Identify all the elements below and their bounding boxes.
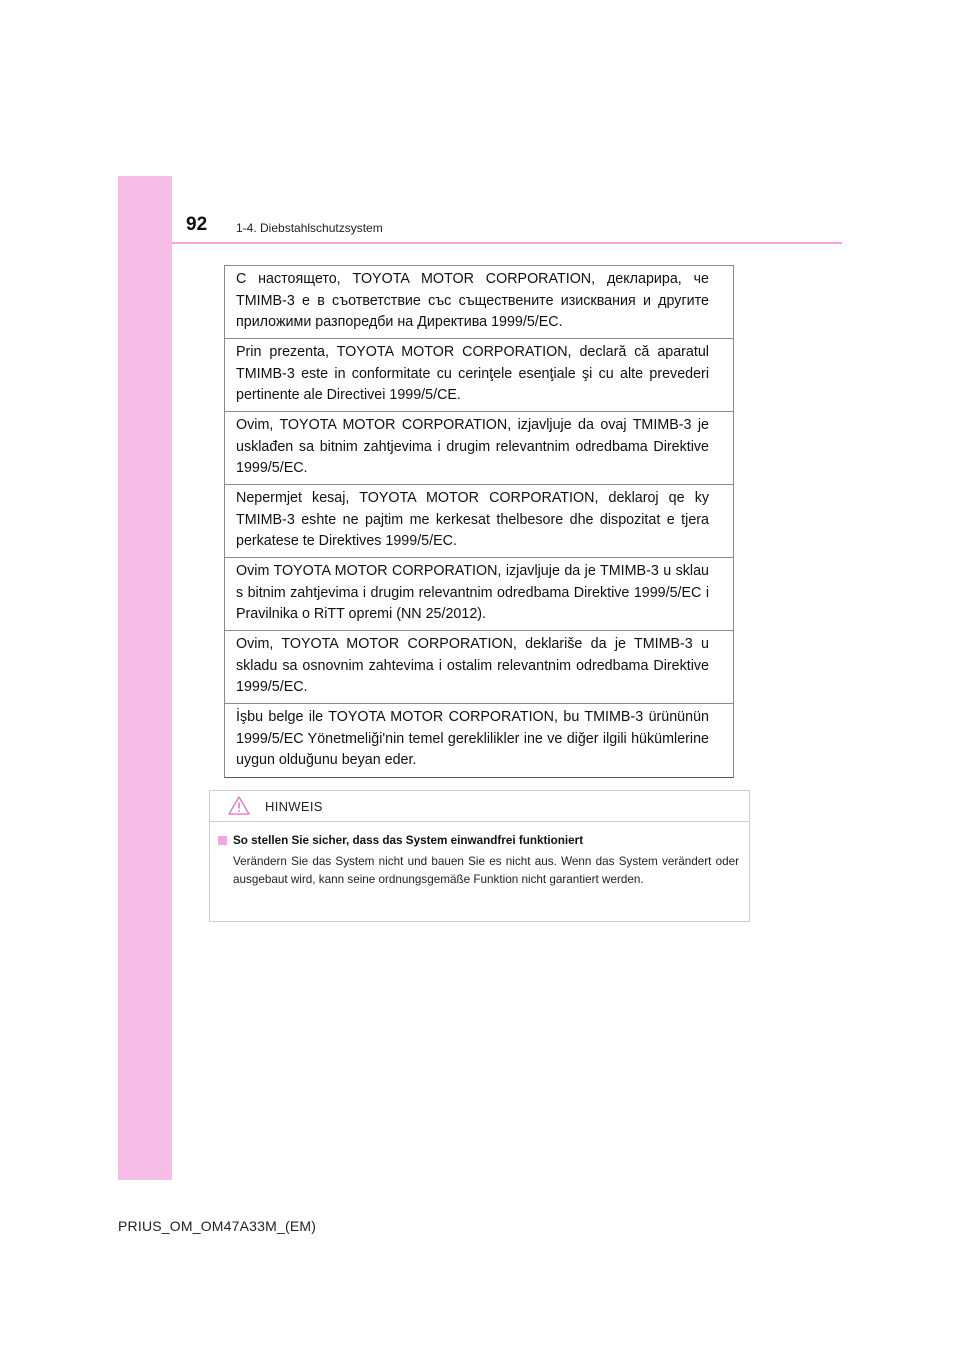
declaration-table <box>224 265 734 778</box>
notice-text: Verändern Sie das System nicht und bauen Sie es nicht aus. Wenn das System verändert oder ausgebaut wird, kann seine ordnungsgemäße Funktion nicht garantiert werden. <box>233 855 739 886</box>
notice-subheading <box>218 834 739 847</box>
declaration-bosnian: Ovim, TOYOTA MOTOR CORPORATION, izjavljuje da ovaj TMIMB-3 je usklađen sa bitnim zahtjevima i drugim relevantnim odredbama Direktive 1999/5/EC. <box>225 412 733 485</box>
declaration-bulgarian: С настоящето, TOYOTA MOTOR CORPORATION, декларира, че TMIMB-3 е в съответствие със съществените изисквания и другите приложими разпоредби на Директива 1999/5/EC. <box>225 266 733 339</box>
document-code: PRIUS_OM_OM47A33M_(EM) <box>118 1218 317 1234</box>
declaration-albanian: Nepermjet kesaj, TOYOTA MOTOR CORPORATION, deklaroj qe ky TMIMB-3 eshte ne pajtim me kerkesat thelbesore dhe dispozitat e tjera perkatese te Direktives 1999/5/EC. <box>225 485 733 558</box>
page-number: 92 <box>186 214 208 235</box>
declaration-turkish: İşbu belge ile TOYOTA MOTOR CORPORATION, bu TMIMB-3 ürününün 1999/5/EC Yönetmeliği'nin temel gereklilikler ine ve diğer ilgili hükümlerine uygun olduğunu beyan eder. <box>236 709 709 768</box>
header-divider <box>172 242 842 244</box>
section-title: 1-4. Diebstahlschutzsystem <box>236 221 383 235</box>
declaration-croatian: Ovim TOYOTA MOTOR CORPORATION, izjavljuje da je TMIMB-3 u sklau s bitnim zahtjevima i drugim relevantnim odredbama Direktive 1999/5/EC i Pravilnika o RiTT opremi (NN 25/2012). <box>225 558 733 631</box>
warning-triangle-icon <box>228 796 250 815</box>
notice-subheading-text: So stellen Sie sicher, dass das System einwandfrei funktioniert <box>233 834 584 847</box>
notice-header <box>210 791 749 822</box>
declaration-serbian: Ovim, TOYOTA MOTOR CORPORATION, deklariše da je TMIMB-3 u skladu sa osnovnim zahtevima i ostalim relevantnim odredbama Direktive 1999/5/EC. <box>225 631 733 704</box>
notice-box <box>209 790 750 922</box>
square-bullet-icon <box>218 836 227 845</box>
notice-title: HINWEIS <box>265 799 323 814</box>
side-tab-bar <box>118 176 172 1180</box>
notice-body <box>210 822 749 889</box>
declaration-romanian: Prin prezenta, TOYOTA MOTOR CORPORATION, declară că aparatul TMIMB-3 este in conformitate cu cerinţele esenţiale şi cu alte prevederi pertinente ale Directivei 1999/5/CE. <box>225 339 733 412</box>
